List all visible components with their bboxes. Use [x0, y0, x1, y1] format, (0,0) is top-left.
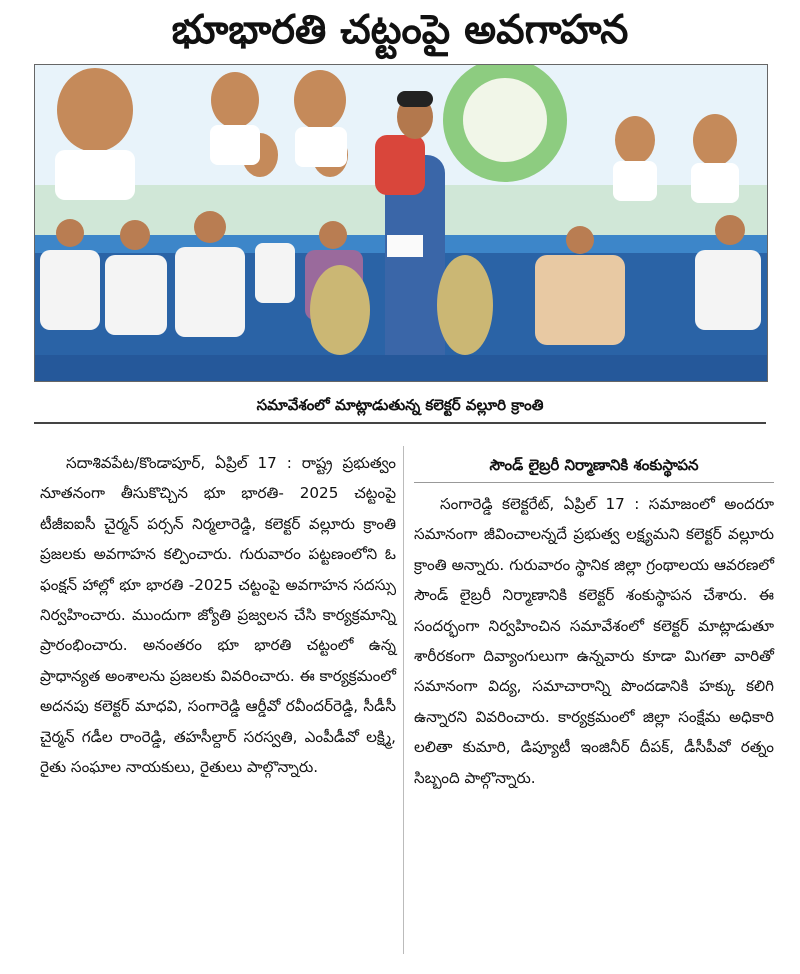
article-left-body: సదాశివపేట/కొండాపూర్, ఏప్రిల్ 17 : రాష్ట్ర ప్రభుత్వం నూతనంగా తీసుకొచ్చిన భూ భారతి- 2025 చట్టంపై టీజీఐఐసీ చైర్మన్ పర్సన్ నిర్మలారెడ్డి, కలెక్టర్ వల్లూరు క్రాంతి ప్రజలకు అవగాహన కల్పించారు. గురువారం పట్టణంలోని ఓ ఫంక్షన్ హాల్లో భూ భారతి -2025 చట్టంపై అవగాహన సదస్సు నిర్వహించారు. ముందుగా జ్యోతి ప్రజ్వలన చేసి కార్యక్రమాన్ని ప్రారంభించారు. అనంతరం భూ భారతి చట్టంలో ఉన్న ప్రాధాన్యత అంశాలను ప్రజలకు వివరించారు. ఈ కార్యక్రమంలో అదనపు కలెక్టర్ మాధవి, సంగారెడ్డి ఆర్డీవో రవీందర్‌రెడ్డి, సీడీసీ చైర్మన్ గడీల రాంరెడ్డి, తహసీల్దార్ సరస్వతి, ఎంపీడీవో లక్ష్మి, రైతు సంఘాల నాయకులు, రైతులు పాల్గొన్నారు. — [40, 454, 396, 777]
article-right-title: సౌండ్ లైబ్రరీ నిర్మాణానికి శంకుస్థాపన — [414, 448, 774, 483]
article-right-body: సంగారెడ్డి కలెక్టరేట్, ఏప్రిల్ 17 : సమాజంలో అందరూ సమానంగా జీవించాలన్నదే ప్రభుత్వ లక్ష్యమని కలెక్టర్ వల్లూరు క్రాంతి అన్నారు. గురువారం స్థానిక జిల్లా గ్రంథాలయ ఆవరణలో సౌండ్ లైబ్రరీ నిర్మాణానికి కలెక్టర్ శంకుస్థాపన చేశారు. ఈ సందర్భంగా నిర్వహించిన సమావేశంలో కలెక్టర్ మాట్లాడుతూ శారీరకంగా దివ్యాంగులుగా ఉన్నవారు కూడా మిగతా వారితో సమానంగా విద్య, సమాచారాన్ని పొందడానికి హక్కు కలిగి ఉన్నారని వివరించారు. కార్యక్రమంలో జిల్లా సంక్షేమ అధికారి లలితా కుమారి, డిప్యూటీ ఇంజినీర్ దీపక్, డీసీపీవో రత్నం సిబ్బంది పాల్గొన్నారు. — [414, 495, 774, 787]
photo-caption: సమావేశంలో మాట్లాడుతున్న కలెక్టర్ వల్లూరి క్రాంతి — [34, 388, 766, 424]
headline: భూభారతి చట్టంపై అవగాహన — [171, 7, 629, 53]
photo-collector-speaking-icon — [35, 65, 767, 381]
news-photo — [34, 64, 768, 382]
article-left — [40, 448, 396, 782]
column-divider — [403, 446, 404, 954]
article-right — [414, 448, 774, 793]
